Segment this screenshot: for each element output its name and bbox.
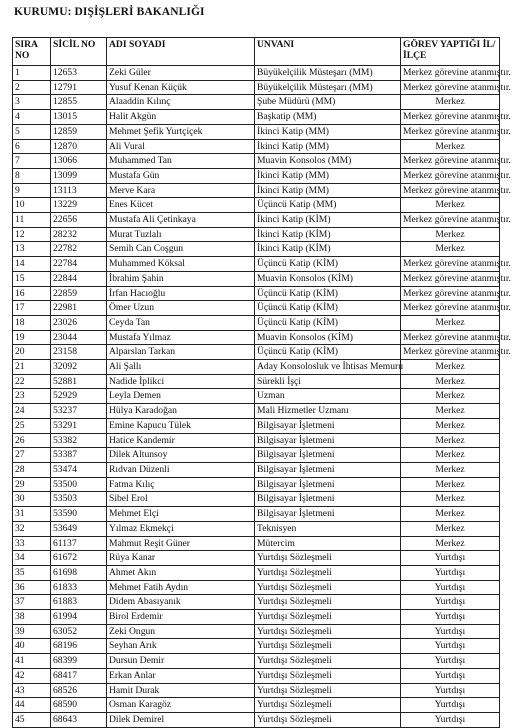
cell-unvani: İkinci Katip (KİM) xyxy=(255,213,401,228)
table-row xyxy=(13,683,500,698)
cell-sira-no: 5 xyxy=(13,124,51,139)
cell-gorev-yeri: Merkez görevine atanmıştır. xyxy=(401,301,500,316)
cell-sicil-no: 68643 xyxy=(51,712,107,727)
cell-sira-no: 11 xyxy=(13,213,51,228)
cell-sicil-no: 12791 xyxy=(51,80,107,95)
cell-adi-soyadi: Muhammed Köksal xyxy=(107,257,255,272)
cell-unvani: Yurtdışı Sözleşmeli xyxy=(255,712,401,727)
cell-sicil-no: 22981 xyxy=(51,301,107,316)
cell-gorev-yeri: Merkez xyxy=(401,462,500,477)
cell-sicil-no: 63052 xyxy=(51,624,107,639)
cell-gorev-yeri: Merkez görevine atanmıştır. xyxy=(401,110,500,125)
cell-sicil-no: 53500 xyxy=(51,477,107,492)
cell-gorev-yeri: Merkez xyxy=(401,315,500,330)
cell-gorev-yeri: Merkez görevine atanmıştır. xyxy=(401,213,500,228)
cell-sicil-no: 12653 xyxy=(51,66,107,81)
cell-adi-soyadi: Seyhan Arık xyxy=(107,639,255,654)
cell-sira-no: 32 xyxy=(13,521,51,536)
cell-gorev-yeri: Merkez xyxy=(401,374,500,389)
cell-unvani: İkinci Katip (MM) xyxy=(255,168,401,183)
cell-sira-no: 24 xyxy=(13,404,51,419)
cell-gorev-yeri: Yurtdışı xyxy=(401,639,500,654)
cell-sicil-no: 53382 xyxy=(51,433,107,448)
cell-sicil-no: 23044 xyxy=(51,330,107,345)
cell-gorev-yeri: Merkez xyxy=(401,389,500,404)
cell-unvani: Uzman xyxy=(255,389,401,404)
cell-sira-no: 35 xyxy=(13,565,51,580)
cell-unvani: Yurtdışı Sözleşmeli xyxy=(255,610,401,625)
cell-sira-no: 7 xyxy=(13,154,51,169)
cell-sira-no: 12 xyxy=(13,227,51,242)
table-row xyxy=(13,110,500,125)
cell-adi-soyadi: Mustafa Yılmaz xyxy=(107,330,255,345)
cell-unvani: Bilgisayar İşletmeni xyxy=(255,418,401,433)
cell-sira-no: 8 xyxy=(13,168,51,183)
cell-sicil-no: 22784 xyxy=(51,257,107,272)
table-row xyxy=(13,154,500,169)
cell-sira-no: 1 xyxy=(13,66,51,81)
table-row xyxy=(13,66,500,81)
cell-unvani: Üçüncü Katip (KİM) xyxy=(255,257,401,272)
cell-sira-no: 27 xyxy=(13,448,51,463)
cell-adi-soyadi: Mustafa Ali Çetinkaya xyxy=(107,213,255,228)
table-row xyxy=(13,565,500,580)
cell-sira-no: 31 xyxy=(13,507,51,522)
cell-unvani: Yurtdışı Sözleşmeli xyxy=(255,565,401,580)
cell-adi-soyadi: Alparslan Tarkan xyxy=(107,345,255,360)
cell-gorev-yeri: Merkez xyxy=(401,242,500,257)
cell-gorev-yeri: Merkez görevine atanmıştır. xyxy=(401,154,500,169)
table-row xyxy=(13,448,500,463)
cell-sira-no: 14 xyxy=(13,257,51,272)
cell-unvani: Aday Konsolosluk ve İhtisas Memuru xyxy=(255,360,401,375)
cell-adi-soyadi: Hülya Karadoğan xyxy=(107,404,255,419)
cell-sira-no: 37 xyxy=(13,595,51,610)
table-row xyxy=(13,610,500,625)
header-adi-soyadi: ADI SOYADI xyxy=(107,38,255,66)
cell-adi-soyadi: Yusuf Kenan Küçük xyxy=(107,80,255,95)
cell-sira-no: 30 xyxy=(13,492,51,507)
table-row xyxy=(13,492,500,507)
cell-gorev-yeri: Yurtdışı xyxy=(401,595,500,610)
cell-unvani: Üçüncü Katip (MM) xyxy=(255,198,401,213)
cell-unvani: Yurtdışı Sözleşmeli xyxy=(255,595,401,610)
cell-unvani: Mütercim xyxy=(255,536,401,551)
cell-sicil-no: 53649 xyxy=(51,521,107,536)
cell-adi-soyadi: Hamit Durak xyxy=(107,683,255,698)
table-row xyxy=(13,139,500,154)
cell-gorev-yeri: Yurtdışı xyxy=(401,668,500,683)
cell-adi-soyadi: Ahmet Akın xyxy=(107,565,255,580)
cell-gorev-yeri: Merkez xyxy=(401,521,500,536)
cell-sicil-no: 12859 xyxy=(51,124,107,139)
cell-sicil-no: 53237 xyxy=(51,404,107,419)
table-row xyxy=(13,345,500,360)
cell-unvani: İkinci Katip (MM) xyxy=(255,139,401,154)
cell-adi-soyadi: Halit Akgün xyxy=(107,110,255,125)
cell-gorev-yeri: Yurtdışı xyxy=(401,654,500,669)
cell-sira-no: 42 xyxy=(13,668,51,683)
cell-sicil-no: 28232 xyxy=(51,227,107,242)
cell-adi-soyadi: İrfan Hacıoğlu xyxy=(107,286,255,301)
cell-sira-no: 10 xyxy=(13,198,51,213)
table-row xyxy=(13,595,500,610)
cell-adi-soyadi: Birol Erdemir xyxy=(107,610,255,625)
cell-adi-soyadi: Emine Kapucu Tülek xyxy=(107,418,255,433)
cell-sicil-no: 32092 xyxy=(51,360,107,375)
cell-gorev-yeri: Merkez xyxy=(401,477,500,492)
header-unvani: UNVANI xyxy=(255,38,401,66)
cell-sicil-no: 13229 xyxy=(51,198,107,213)
cell-sicil-no: 61698 xyxy=(51,565,107,580)
cell-sicil-no: 68526 xyxy=(51,683,107,698)
cell-unvani: Yurtdışı Sözleşmeli xyxy=(255,551,401,566)
cell-sira-no: 26 xyxy=(13,433,51,448)
cell-sicil-no: 53387 xyxy=(51,448,107,463)
table-row xyxy=(13,668,500,683)
cell-unvani: Bilgisayar İşletmeni xyxy=(255,448,401,463)
cell-adi-soyadi: Alaaddin Kılınç xyxy=(107,95,255,110)
cell-adi-soyadi: Osman Karagöz xyxy=(107,698,255,713)
cell-unvani: Üçüncü Katip (KİM) xyxy=(255,301,401,316)
cell-gorev-yeri: Merkez görevine atanmıştır. xyxy=(401,168,500,183)
cell-adi-soyadi: Ceyda Tan xyxy=(107,315,255,330)
cell-sira-no: 3 xyxy=(13,95,51,110)
table-row xyxy=(13,198,500,213)
cell-sicil-no: 13015 xyxy=(51,110,107,125)
cell-adi-soyadi: Ali Şallı xyxy=(107,360,255,375)
cell-adi-soyadi: Ömer Uzun xyxy=(107,301,255,316)
cell-unvani: Muavin Konsolos (KİM) xyxy=(255,330,401,345)
cell-unvani: Yurtdışı Sözleşmeli xyxy=(255,683,401,698)
cell-sicil-no: 61137 xyxy=(51,536,107,551)
cell-unvani: Büyükelçilik Müsteşarı (MM) xyxy=(255,80,401,95)
cell-sicil-no: 61672 xyxy=(51,551,107,566)
cell-unvani: İkinci Katip (KİM) xyxy=(255,227,401,242)
cell-gorev-yeri: Merkez xyxy=(401,360,500,375)
cell-sicil-no: 22656 xyxy=(51,213,107,228)
cell-sira-no: 22 xyxy=(13,374,51,389)
cell-gorev-yeri: Merkez görevine atanmıştır. xyxy=(401,124,500,139)
cell-gorev-yeri: Merkez xyxy=(401,418,500,433)
cell-sicil-no: 68196 xyxy=(51,639,107,654)
cell-sira-no: 15 xyxy=(13,271,51,286)
table-row xyxy=(13,389,500,404)
cell-sicil-no: 52929 xyxy=(51,389,107,404)
cell-sicil-no: 23026 xyxy=(51,315,107,330)
table-row xyxy=(13,536,500,551)
cell-sira-no: 9 xyxy=(13,183,51,198)
cell-sira-no: 4 xyxy=(13,110,51,125)
table-row xyxy=(13,315,500,330)
cell-sicil-no: 53474 xyxy=(51,462,107,477)
cell-sira-no: 39 xyxy=(13,624,51,639)
table-row xyxy=(13,374,500,389)
cell-sira-no: 25 xyxy=(13,418,51,433)
cell-adi-soyadi: Muhammed Tan xyxy=(107,154,255,169)
cell-unvani: Büyükelçilik Müsteşarı (MM) xyxy=(255,66,401,81)
cell-gorev-yeri: Merkez görevine atanmıştır. xyxy=(401,330,500,345)
table-row xyxy=(13,507,500,522)
header-sira-no: SIRA NO xyxy=(13,38,51,66)
cell-unvani: Bilgisayar İşletmeni xyxy=(255,462,401,477)
cell-unvani: İkinci Katip (KİM) xyxy=(255,242,401,257)
cell-gorev-yeri: Merkez görevine atanmıştır. xyxy=(401,345,500,360)
cell-sira-no: 28 xyxy=(13,462,51,477)
cell-adi-soyadi: Hatice Kandemir xyxy=(107,433,255,448)
table-row xyxy=(13,80,500,95)
cell-sira-no: 6 xyxy=(13,139,51,154)
cell-gorev-yeri: Merkez xyxy=(401,404,500,419)
cell-adi-soyadi: Murat Tuzlalı xyxy=(107,227,255,242)
table-header-row xyxy=(13,38,500,66)
cell-sira-no: 36 xyxy=(13,580,51,595)
table-row xyxy=(13,271,500,286)
cell-sicil-no: 68417 xyxy=(51,668,107,683)
cell-sicil-no: 13066 xyxy=(51,154,107,169)
cell-unvani: Bilgisayar İşletmeni xyxy=(255,507,401,522)
cell-gorev-yeri: Merkez görevine atanmıştır. xyxy=(401,66,500,81)
cell-gorev-yeri: Merkez xyxy=(401,492,500,507)
cell-adi-soyadi: Fatma Kılıç xyxy=(107,477,255,492)
table-row xyxy=(13,95,500,110)
cell-adi-soyadi: Semih Can Coşgun xyxy=(107,242,255,257)
cell-unvani: Başkatip (MM) xyxy=(255,110,401,125)
cell-adi-soyadi: Ali Vural xyxy=(107,139,255,154)
cell-unvani: Üçüncü Katip (KİM) xyxy=(255,345,401,360)
table-row xyxy=(13,639,500,654)
cell-gorev-yeri: Merkez xyxy=(401,536,500,551)
cell-adi-soyadi: Zeki Ongun xyxy=(107,624,255,639)
cell-sicil-no: 22859 xyxy=(51,286,107,301)
cell-gorev-yeri: Merkez xyxy=(401,198,500,213)
cell-sicil-no: 61883 xyxy=(51,595,107,610)
cell-gorev-yeri: Merkez xyxy=(401,448,500,463)
table-row xyxy=(13,477,500,492)
table-row xyxy=(13,227,500,242)
cell-gorev-yeri: Merkez xyxy=(401,95,500,110)
cell-sicil-no: 61994 xyxy=(51,610,107,625)
cell-unvani: Bilgisayar İşletmeni xyxy=(255,477,401,492)
cell-gorev-yeri: Merkez görevine atanmıştır. xyxy=(401,183,500,198)
cell-gorev-yeri: Merkez görevine atanmıştır. xyxy=(401,80,500,95)
table-row xyxy=(13,654,500,669)
cell-sira-no: 19 xyxy=(13,330,51,345)
table-row xyxy=(13,580,500,595)
personnel-table xyxy=(12,37,511,728)
cell-adi-soyadi: Yılmaz Ekmekçi xyxy=(107,521,255,536)
cell-adi-soyadi: Erkan Anlar xyxy=(107,668,255,683)
cell-unvani: İkinci Katip (MM) xyxy=(255,124,401,139)
table-row xyxy=(13,521,500,536)
cell-adi-soyadi: Rüya Kanar xyxy=(107,551,255,566)
cell-adi-soyadi: Dilek Demirel xyxy=(107,712,255,727)
cell-sira-no: 21 xyxy=(13,360,51,375)
cell-unvani: Bilgisayar İşletmeni xyxy=(255,433,401,448)
cell-unvani: Şube Müdürü (MM) xyxy=(255,95,401,110)
cell-sicil-no: 23158 xyxy=(51,345,107,360)
cell-sira-no: 20 xyxy=(13,345,51,360)
cell-sira-no: 23 xyxy=(13,389,51,404)
cell-adi-soyadi: Nadide İplikci xyxy=(107,374,255,389)
cell-sira-no: 16 xyxy=(13,286,51,301)
table-row xyxy=(13,418,500,433)
cell-gorev-yeri: Merkez xyxy=(401,433,500,448)
table-row xyxy=(13,551,500,566)
cell-unvani: Yurtdışı Sözleşmeli xyxy=(255,698,401,713)
table-row xyxy=(13,168,500,183)
cell-adi-soyadi: Leyla Demen xyxy=(107,389,255,404)
cell-sicil-no: 13099 xyxy=(51,168,107,183)
cell-adi-soyadi: Mustafa Gün xyxy=(107,168,255,183)
cell-gorev-yeri: Yurtdışı xyxy=(401,551,500,566)
table-row xyxy=(13,213,500,228)
cell-unvani: Yurtdışı Sözleşmeli xyxy=(255,580,401,595)
cell-adi-soyadi: Mehmet Elçi xyxy=(107,507,255,522)
cell-gorev-yeri: Yurtdışı xyxy=(401,683,500,698)
cell-unvani: Üçüncü Katip (KİM) xyxy=(255,315,401,330)
cell-unvani: Yurtdışı Sözleşmeli xyxy=(255,668,401,683)
cell-sira-no: 18 xyxy=(13,315,51,330)
table-row xyxy=(13,301,500,316)
cell-gorev-yeri: Merkez görevine atanmıştır. xyxy=(401,271,500,286)
cell-unvani: Muavin Konsolos (MM) xyxy=(255,154,401,169)
cell-sira-no: 2 xyxy=(13,80,51,95)
cell-gorev-yeri: Yurtdışı xyxy=(401,624,500,639)
cell-sicil-no: 61833 xyxy=(51,580,107,595)
cell-sicil-no: 22782 xyxy=(51,242,107,257)
cell-sira-no: 34 xyxy=(13,551,51,566)
cell-sicil-no: 53503 xyxy=(51,492,107,507)
table-row xyxy=(13,124,500,139)
cell-sira-no: 45 xyxy=(13,712,51,727)
table-row xyxy=(13,698,500,713)
table-row xyxy=(13,330,500,345)
cell-unvani: Üçüncü Katip (KİM) xyxy=(255,286,401,301)
table-row xyxy=(13,242,500,257)
cell-gorev-yeri: Merkez xyxy=(401,507,500,522)
cell-gorev-yeri: Merkez görevine atanmıştır. xyxy=(401,257,500,272)
cell-gorev-yeri: Yurtdışı xyxy=(401,580,500,595)
cell-sicil-no: 53590 xyxy=(51,507,107,522)
cell-unvani: Sürekli İşçi xyxy=(255,374,401,389)
cell-unvani: Muavin Konsolos (KİM) xyxy=(255,271,401,286)
table-row xyxy=(13,433,500,448)
cell-sira-no: 40 xyxy=(13,639,51,654)
cell-unvani: Mali Hizmetler Uzmanı xyxy=(255,404,401,419)
cell-gorev-yeri: Yurtdışı xyxy=(401,610,500,625)
cell-sira-no: 33 xyxy=(13,536,51,551)
cell-adi-soyadi: Didem Abasıyanık xyxy=(107,595,255,610)
table-row xyxy=(13,183,500,198)
cell-gorev-yeri: Yurtdışı xyxy=(401,565,500,580)
table-row xyxy=(13,462,500,477)
cell-adi-soyadi: Sibel Erol xyxy=(107,492,255,507)
cell-adi-soyadi: Dursun Demir xyxy=(107,654,255,669)
cell-sicil-no: 68590 xyxy=(51,698,107,713)
table-row xyxy=(13,257,500,272)
table-row xyxy=(13,404,500,419)
cell-sicil-no: 12855 xyxy=(51,95,107,110)
cell-adi-soyadi: Mahmut Reşit Güner xyxy=(107,536,255,551)
cell-sira-no: 43 xyxy=(13,683,51,698)
cell-sicil-no: 22844 xyxy=(51,271,107,286)
cell-adi-soyadi: Rıdvan Düzenli xyxy=(107,462,255,477)
cell-adi-soyadi: Enes Kücet xyxy=(107,198,255,213)
cell-unvani: Yurtdışı Sözleşmeli xyxy=(255,624,401,639)
table-row xyxy=(13,624,500,639)
cell-adi-soyadi: Mehmet Fatih Aydın xyxy=(107,580,255,595)
cell-adi-soyadi: Zeki Güler xyxy=(107,66,255,81)
page-title: KURUMU: DIŞİŞLERİ BAKANLIĞI xyxy=(14,6,205,18)
cell-sicil-no: 13113 xyxy=(51,183,107,198)
cell-sira-no: 29 xyxy=(13,477,51,492)
cell-sira-no: 38 xyxy=(13,610,51,625)
cell-sicil-no: 68399 xyxy=(51,654,107,669)
cell-sira-no: 41 xyxy=(13,654,51,669)
cell-sira-no: 17 xyxy=(13,301,51,316)
cell-gorev-yeri: Yurtdışı xyxy=(401,698,500,713)
cell-unvani: İkinci Katip (MM) xyxy=(255,183,401,198)
table-row xyxy=(13,360,500,375)
cell-adi-soyadi: Merve Kara xyxy=(107,183,255,198)
cell-unvani: Yurtdışı Sözleşmeli xyxy=(255,639,401,654)
cell-sicil-no: 52881 xyxy=(51,374,107,389)
cell-gorev-yeri: Merkez xyxy=(401,139,500,154)
cell-unvani: Bilgisayar İşletmeni xyxy=(255,492,401,507)
table-row xyxy=(13,286,500,301)
cell-sira-no: 44 xyxy=(13,698,51,713)
header-sicil-no: SİCİL NO xyxy=(51,38,107,66)
cell-unvani: Yurtdışı Sözleşmeli xyxy=(255,654,401,669)
cell-adi-soyadi: İbrahim Şahin xyxy=(107,271,255,286)
cell-adi-soyadi: Dilek Altunsoy xyxy=(107,448,255,463)
cell-gorev-yeri: Merkez xyxy=(401,227,500,242)
cell-sicil-no: 12870 xyxy=(51,139,107,154)
cell-sicil-no: 53291 xyxy=(51,418,107,433)
cell-adi-soyadi: Mehmet Şefik Yurtçiçek xyxy=(107,124,255,139)
table-row xyxy=(13,712,500,727)
cell-gorev-yeri: Yurtdışı xyxy=(401,712,500,727)
cell-unvani: Teknisyen xyxy=(255,521,401,536)
header-gorev-yeri: GÖREV YAPTIĞI İL/İLÇE xyxy=(401,38,500,66)
cell-sira-no: 13 xyxy=(13,242,51,257)
cell-gorev-yeri: Merkez görevine atanmıştır. xyxy=(401,286,500,301)
